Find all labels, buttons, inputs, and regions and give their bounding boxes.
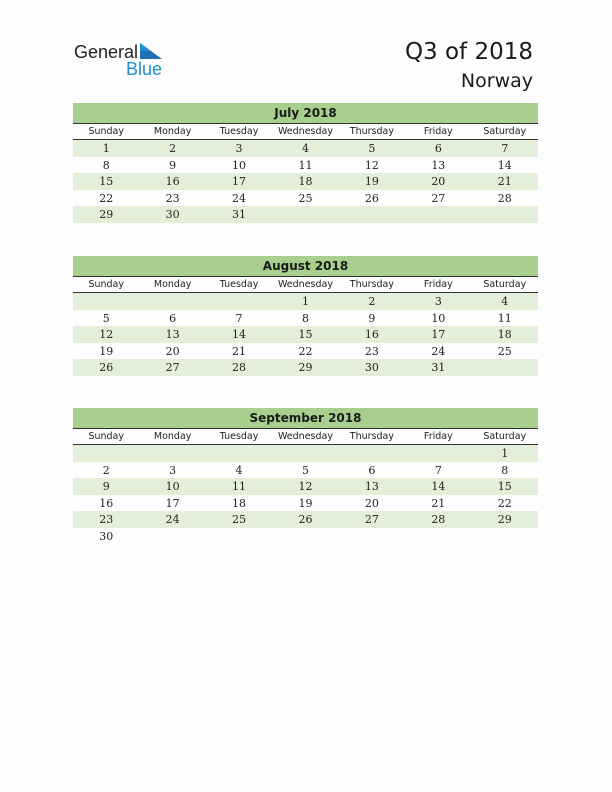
day-cell: 20 [364, 496, 379, 510]
day-cell: 6 [368, 463, 376, 477]
day-cell: 11 [497, 311, 512, 325]
day-cell: 30 [364, 361, 379, 374]
day-cell: 4 [501, 295, 509, 308]
week-row [73, 462, 538, 479]
week-row [73, 495, 538, 512]
day-cell [139, 528, 205, 545]
weekday-label: Wednesday [277, 126, 333, 137]
day-cell: 2 [102, 463, 110, 477]
month-title: July 2018 [73, 103, 538, 124]
weekday-label: Saturday [483, 431, 527, 442]
day-cell: 16 [364, 328, 379, 341]
week-row [73, 310, 538, 327]
day-cell: 26 [298, 513, 313, 526]
day-cell [206, 293, 272, 310]
week-row [73, 293, 538, 310]
day-cell [272, 206, 338, 223]
day-cell: 28 [431, 513, 446, 526]
weekday-label: Saturday [483, 126, 527, 137]
page-subtitle: Norway [460, 70, 533, 92]
day-cell: 16 [99, 496, 114, 510]
day-cell: 10 [431, 311, 446, 325]
weekday-label: Thursday [349, 279, 394, 290]
day-cell: 23 [364, 344, 379, 358]
day-cell: 1 [102, 142, 110, 155]
day-cell: 26 [99, 361, 114, 374]
weekday-header-row [73, 124, 538, 140]
day-cell [472, 528, 538, 545]
day-cell: 29 [298, 361, 313, 374]
day-cell: 19 [99, 344, 114, 358]
day-cell: 14 [232, 328, 247, 341]
day-cell: 7 [235, 311, 243, 325]
day-cell: 2 [169, 142, 177, 155]
page-title: Q3 of 2018 [404, 39, 533, 65]
weekday-label: Saturday [483, 279, 527, 290]
week-row [73, 343, 538, 360]
day-cell: 26 [364, 191, 379, 205]
day-cell: 13 [431, 158, 446, 172]
day-cell: 17 [431, 328, 446, 341]
day-cell: 25 [298, 191, 313, 205]
day-cell: 14 [431, 480, 446, 493]
weekday-label: Monday [153, 279, 192, 290]
day-cell: 8 [501, 463, 509, 477]
week-row [73, 511, 538, 528]
day-cell: 4 [235, 463, 243, 477]
month-july [73, 103, 538, 223]
day-cell: 23 [99, 513, 114, 526]
day-cell: 25 [232, 513, 247, 526]
weekday-label: Wednesday [277, 279, 333, 290]
day-cell: 22 [99, 191, 114, 205]
day-cell: 15 [298, 328, 313, 341]
day-cell [73, 445, 139, 462]
day-cell [339, 445, 405, 462]
weekday-header-row [73, 277, 538, 293]
day-cell: 19 [364, 175, 379, 188]
day-cell [272, 445, 338, 462]
day-cell: 24 [165, 513, 180, 526]
day-cell [339, 206, 405, 223]
logo [74, 42, 174, 78]
day-cell: 22 [298, 344, 313, 358]
day-cell: 11 [232, 480, 247, 493]
day-cell: 27 [165, 361, 180, 374]
day-cell: 21 [497, 175, 512, 188]
day-cell [339, 528, 405, 545]
week-row [73, 190, 538, 207]
day-cell: 25 [497, 344, 512, 358]
day-cell: 3 [434, 295, 442, 308]
weekday-label: Monday [153, 431, 192, 442]
day-cell [73, 293, 139, 310]
weekday-label: Tuesday [219, 126, 259, 137]
day-cell: 9 [102, 480, 110, 493]
day-cell: 3 [235, 142, 243, 155]
day-cell: 20 [431, 175, 446, 188]
day-cell: 10 [165, 480, 180, 493]
month-august [73, 256, 538, 376]
day-cell: 20 [165, 344, 180, 358]
weekday-label: Thursday [349, 126, 394, 137]
weekday-label: Friday [423, 126, 453, 137]
day-cell: 16 [165, 175, 180, 188]
weekday-label: Sunday [88, 431, 124, 442]
week-row [73, 173, 538, 190]
day-cell: 29 [497, 513, 512, 526]
day-cell: 5 [301, 463, 309, 477]
day-cell: 21 [232, 344, 247, 358]
day-cell: 31 [431, 361, 446, 374]
day-cell: 1 [301, 295, 309, 308]
day-cell [139, 293, 205, 310]
day-cell: 18 [232, 496, 247, 510]
day-cell: 31 [232, 208, 247, 221]
weekday-label: Thursday [349, 431, 394, 442]
weekday-label: Wednesday [277, 431, 333, 442]
day-cell: 9 [169, 158, 177, 172]
day-cell: 8 [102, 158, 110, 172]
day-cell: 28 [497, 191, 512, 205]
weekday-label: Friday [423, 431, 453, 442]
logo-flag-icon [140, 43, 162, 59]
day-cell: 13 [165, 328, 180, 341]
day-cell [272, 528, 338, 545]
weekday-label: Tuesday [219, 431, 259, 442]
day-cell [472, 206, 538, 223]
day-cell: 15 [497, 480, 512, 493]
month-title: August 2018 [73, 256, 538, 277]
weekday-label: Sunday [88, 279, 124, 290]
week-row [73, 478, 538, 495]
day-cell: 10 [232, 158, 247, 172]
day-cell: 1 [501, 447, 509, 460]
day-cell: 30 [99, 529, 114, 543]
week-row [73, 445, 538, 462]
day-cell: 12 [364, 158, 379, 172]
day-cell: 2 [368, 295, 376, 308]
month-title: September 2018 [73, 408, 538, 429]
day-cell: 5 [368, 142, 376, 155]
day-cell: 18 [497, 328, 512, 341]
week-row [73, 528, 538, 545]
weekday-label: Tuesday [219, 279, 259, 290]
day-cell: 17 [165, 496, 180, 510]
day-cell: 30 [165, 208, 180, 221]
day-cell: 8 [301, 311, 309, 325]
weekday-label: Friday [423, 279, 453, 290]
day-cell: 9 [368, 311, 376, 325]
day-cell: 12 [298, 480, 313, 493]
day-cell [405, 445, 471, 462]
day-cell: 27 [431, 191, 446, 205]
week-row [73, 157, 538, 174]
weekday-label: Sunday [88, 126, 124, 137]
day-cell: 6 [434, 142, 442, 155]
day-cell: 7 [501, 142, 509, 155]
day-cell: 24 [431, 344, 446, 358]
day-cell [405, 528, 471, 545]
day-cell: 18 [298, 175, 313, 188]
day-cell: 5 [102, 311, 110, 325]
week-row [73, 140, 538, 157]
day-cell: 28 [232, 361, 247, 374]
weekday-label: Monday [153, 126, 192, 137]
week-row [73, 326, 538, 343]
day-cell: 29 [99, 208, 114, 221]
day-cell: 23 [165, 191, 180, 205]
day-cell [472, 359, 538, 376]
week-row [73, 206, 538, 223]
day-cell: 17 [232, 175, 247, 188]
day-cell [206, 528, 272, 545]
weekday-header-row [73, 429, 538, 445]
day-cell: 19 [298, 496, 313, 510]
day-cell [405, 206, 471, 223]
week-row [73, 359, 538, 376]
day-cell: 11 [298, 158, 313, 172]
month-september [73, 408, 538, 544]
day-cell: 24 [232, 191, 247, 205]
day-cell: 13 [364, 480, 379, 493]
logo-text-general: General [74, 42, 139, 62]
day-cell: 14 [497, 158, 512, 172]
logo-text-blue: Blue [126, 59, 163, 79]
day-cell: 3 [169, 463, 177, 477]
day-cell: 21 [431, 496, 446, 510]
day-cell [139, 445, 205, 462]
day-cell: 15 [99, 175, 114, 188]
day-cell [206, 445, 272, 462]
day-cell: 22 [497, 496, 512, 510]
day-cell: 27 [364, 513, 379, 526]
day-cell: 6 [169, 311, 177, 325]
day-cell: 12 [99, 328, 114, 341]
day-cell: 7 [434, 463, 442, 477]
day-cell: 4 [301, 142, 309, 155]
